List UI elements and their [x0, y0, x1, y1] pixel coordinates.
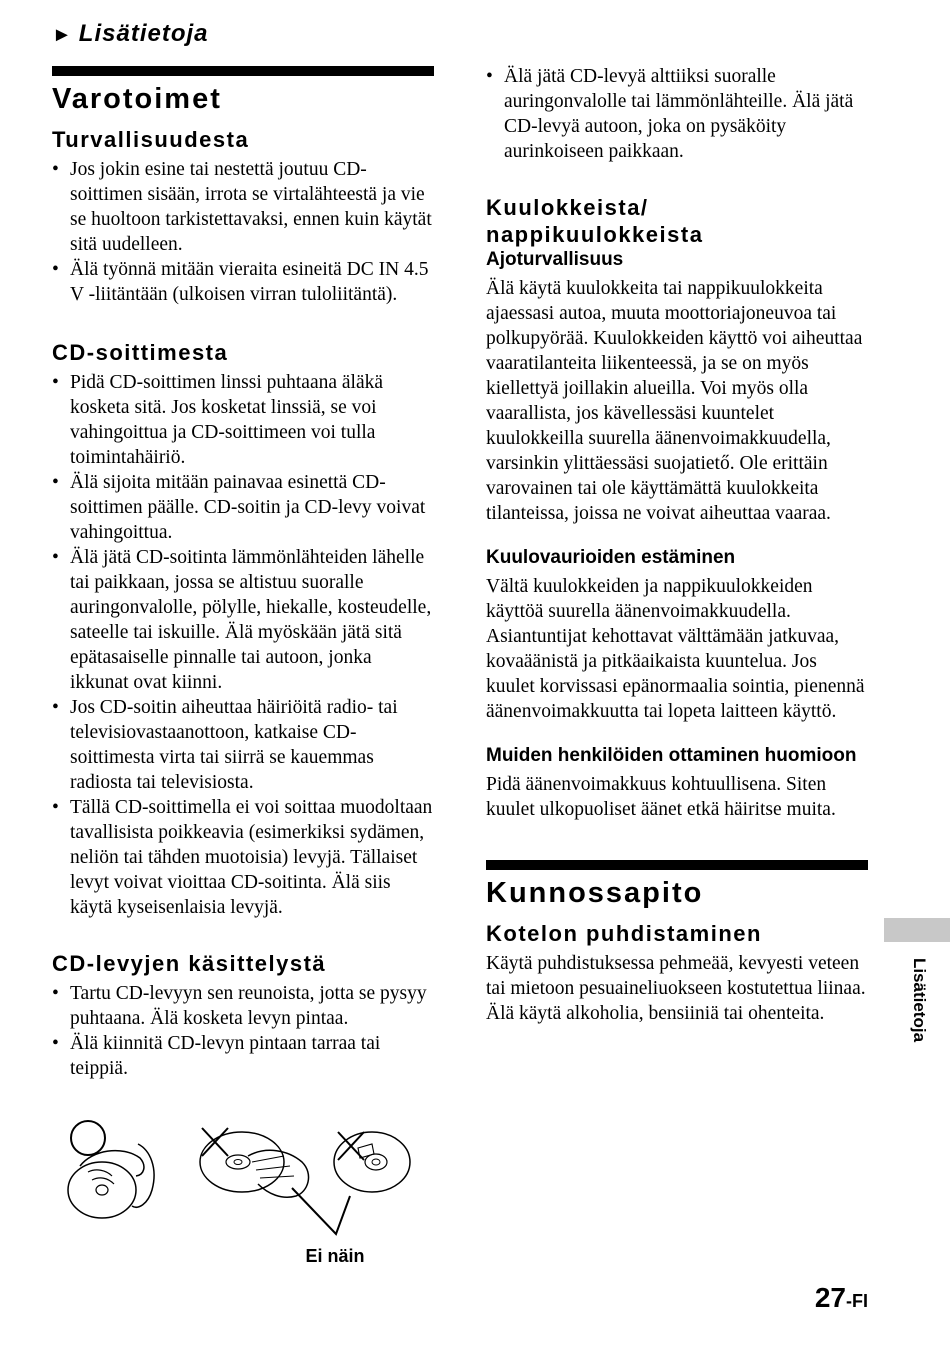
section-title-kunnossapito: Kunnossapito [486, 877, 704, 909]
section-title-varotoimet: Varotoimet [52, 83, 222, 115]
illustration-caption: Ei näin [305, 1246, 365, 1266]
wrong-x-icon [202, 1128, 228, 1156]
list-item: • Älä kiinnitä CD-levyn pintaan tarraa tai teippiä. [52, 1031, 434, 1081]
list-item: • Pidä CD-soittimen linssi puhtaana äläkä kosketa sitä. Jos kosketat linssiä, se voi vahingoittua ja CD-soittimeen voi tulla toimintahäiriö. [52, 370, 434, 470]
heading-kuulokkeista [486, 194, 868, 248]
kunnossapito-text: Käytä puhdistuksessa pehmeää, kevyesti veteen tai mietoon pesuaineliuokseen kostutettua liinaa. Älä käytä alkoholia, bensiiniä tai ohenteita. [486, 953, 866, 1024]
list-item: • Tartu CD-levyyn sen reunoista, jotta se pysyy puhtaana. Älä kosketa levyn pintaa. [52, 981, 434, 1031]
section-rule [52, 66, 434, 76]
list-item: • Tällä CD-soittimella ei voi soittaa muodoltaan tavallisista poikkeavia (esimerkiksi sydämen, neliön tai tähden muotoisia) levyjä. Tällaiset levyt voivat vioittaa CD-soitinta. Älä siis käytä kyseisenlaisia levyjä. [52, 795, 434, 920]
heading-cd-soittimesta: CD-soittimesta [52, 340, 229, 365]
page-number-suffix: -FI [846, 1291, 868, 1311]
list-item: • Älä työnnä mitään vieraita esineitä DC IN 4.5 V -liitäntään (ulkoisen virran tuloliitäntä). [52, 257, 434, 307]
page-number-value: 27 [814, 1282, 846, 1313]
section-rule [486, 860, 868, 870]
list-item: • Jos jokin esine tai nestettä joutuu CD-soittimen sisään, irrota se virtalähteestä ja vie se huoltoon tarkistettavaksi, ennen kuin käytät sitä uudelleen. [52, 157, 434, 257]
heading-line: nappikuulokkeista [486, 222, 704, 247]
heading-turvallisuudesta: Turvallisuudesta [52, 127, 250, 152]
side-tab-marker [884, 918, 950, 942]
sun-heat-list [486, 64, 868, 164]
page-number [815, 1282, 868, 1314]
list-item: • Älä sijoita mitään painavaa esinettä CD-soittimen päälle. CD-soitin ja CD-levy voivat vahingoittua. [52, 470, 434, 545]
pointer-lines [292, 1188, 350, 1234]
ajoturvallisuus-text: Älä käytä kuulokkeita tai nappikuulokkeita ajaessasi autoa, muuta moottoriajoneuvoa tai polkupyörää. Kuulokkeiden käyttö voi aiheuttaa vaaratilanteita liikenteessä, ja se on myös kiellettyä joillakin alueilla. Voi myös olla vaarallista, jos kävellessäsi kuuntelet kuulokkeilla suurella äänenvoimakkuudella, varsinkin ylittäessäsi suojatiető. Ole erittäin varovainen tai ole käyttämättä kuulokkeita tilanteissa, joissa ne voivat aiheuttaa vaaraa. [486, 278, 863, 524]
side-tab-label: Lisätietoja [910, 957, 929, 1043]
right-column [486, 64, 868, 1026]
left-column [52, 66, 434, 1081]
heading-kuulovaurioiden-estaminen: Kuulovaurioiden estäminen [486, 547, 736, 568]
list-item: • Älä jätä CD-soitinta lämmönlähteiden lähelle tai paikkaan, jossa se altistuu suoralle auringonvalolle, pölylle, hiekalle, kosteudelle, sateelle tai iskuille. Älä myöskään jätä sitä epätasaiselle pinnalle tai autoon, jonka ikkunat ovat kiinni. [52, 545, 434, 695]
muut-text: Pidä äänenvoimakkuus kohtuullisena. Siten kuulet ulkopuoliset äänet etkä häiritse muita. [486, 774, 836, 820]
heading-kotelon-puhdistaminen: Kotelon puhdistaminen [486, 921, 762, 946]
heading-line: Kuulokkeista/ [486, 195, 649, 220]
turvallisuus-list [52, 157, 434, 307]
list-item: • Älä jätä CD-levyä alttiiksi suoralle auringonvalolle tai lämmönlähteille. Älä jätä CD-levyä autoon, joka on pysäköity aurinkoiseen paikkaan. [486, 64, 868, 164]
list-item: • Jos CD-soitin aiheuttaa häiriöitä radio- tai televisiovastaanottoon, katkaise CD-soittimesta virta tai siirrä se kauemmas radiosta tai televisiosta. [52, 695, 434, 795]
heading-ajoturvallisuus: Ajoturvallisuus [486, 249, 624, 270]
cd-soitin-list [52, 370, 434, 920]
triangle-marker-icon: ► [52, 24, 73, 46]
kuulovauriot-text: Vältä kuulokkeiden ja nappikuulokkeiden käyttöä suurella äänenvoimakkuudella. Asiantuntijat kehottavat välttämään jatkuvaa, kovaäänistä ja pitkäaikaista kuuntelua. Jos kuulet korvissasi epänormaalia sointia, pienennä äänenvoimakkuutta tai lopeta laitteen käyttö. [486, 576, 865, 722]
kasittely-list [52, 981, 434, 1081]
heading-muiden-henkiloiden: Muiden henkilöiden ottaminen huomioon [486, 745, 857, 766]
heading-cd-levyjen-kasittelysta: CD-levyjen käsittelystä [52, 951, 327, 976]
correct-circle-icon [71, 1121, 105, 1155]
running-header [52, 20, 209, 48]
running-header-title: Lisätietoja [78, 20, 209, 47]
